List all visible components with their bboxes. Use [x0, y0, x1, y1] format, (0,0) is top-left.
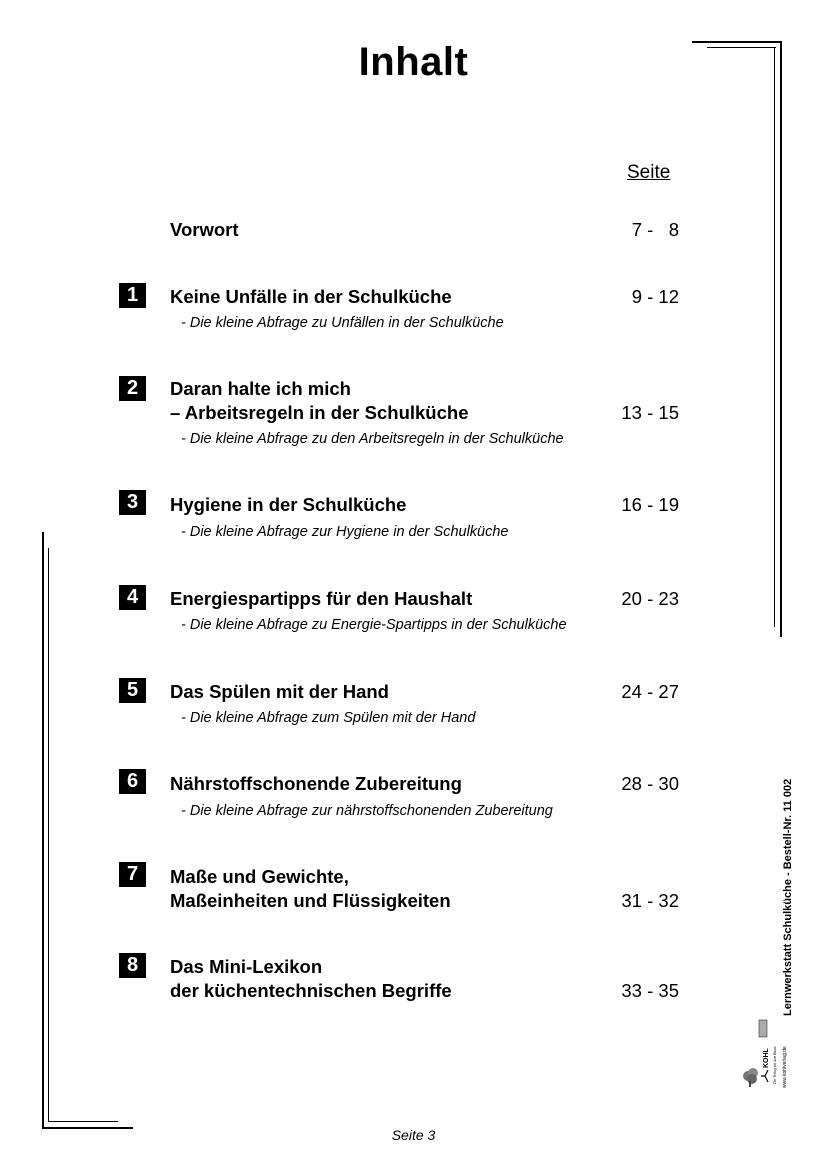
toc-entry-pages: 13 - 15: [621, 402, 679, 423]
toc-entry-subtitle: - Die kleine Abfrage zur nährstoffschonenden Zubereitung: [181, 803, 553, 819]
frame-left-outer: [42, 532, 44, 1129]
chapter-number-badge: 6: [119, 769, 146, 794]
toc-entry-subtitle: - Die kleine Abfrage zur Hygiene in der Schulküche: [181, 524, 509, 540]
frame-bottom-left-inner: [48, 1121, 118, 1122]
page-column-header: Seite: [627, 162, 671, 183]
toc-entry-pages: 33 - 35: [621, 980, 679, 1001]
toc-entry-title-line2: der küchentechnischen Begriffe: [170, 980, 452, 1001]
publisher-name: KOHL: [763, 1048, 770, 1068]
side-product-info: Lernwerkstatt Schulküche - Bestell-Nr. 11 002: [782, 778, 794, 1016]
frame-right-inner: [774, 47, 775, 627]
toc-vorwort-pages: 7 - 8: [631, 219, 679, 240]
toc-entry-title: Energiespartipps für den Haushalt: [170, 588, 473, 609]
publisher-logo: [739, 1018, 788, 1090]
toc-entry-pages: 31 - 32: [621, 890, 679, 911]
toc-entry-subtitle: - Die kleine Abfrage zum Spülen mit der Hand: [181, 710, 476, 726]
toc-entry-title: Daran halte ich mich: [170, 378, 351, 399]
toc-entry-title: Keine Unfälle in der Schulküche: [170, 286, 452, 307]
page-title: Inhalt: [358, 40, 469, 84]
toc-entry-pages: 24 - 27: [621, 681, 679, 702]
publisher-url: www.kohlverlag.de: [782, 1046, 788, 1088]
toc-entry-subtitle: - Die kleine Abfrage zu Energie-Spartipps in der Schulküche: [181, 617, 567, 633]
chapter-number-badge: 7: [119, 862, 146, 887]
toc-entry-pages: 16 - 19: [621, 494, 679, 515]
toc-entry-pages: 28 - 30: [621, 773, 679, 794]
chapter-number-badge: 8: [119, 953, 146, 978]
toc-entry-title: Das Mini-Lexikon: [170, 956, 323, 977]
chapter-number-badge: 2: [119, 376, 146, 401]
toc-entry-title: Das Spülen mit der Hand: [170, 681, 389, 702]
toc-entry-title: Maße und Gewichte,: [170, 866, 349, 887]
toc-entry-title-line2: – Arbeitsregeln in der Schulküche: [170, 402, 469, 423]
chapter-number-badge: 5: [119, 678, 146, 703]
toc-entry-subtitle: - Die kleine Abfrage zu den Arbeitsregeln in der Schulküche: [181, 431, 564, 447]
chapter-number-badge: 4: [119, 585, 146, 610]
page-number-footer: Seite 3: [391, 1127, 436, 1143]
toc-entry-title-line2: Maßeinheiten und Flüssigkeiten: [170, 890, 451, 911]
publisher-tagline: Der Verlag mit dem Baum: [773, 1046, 777, 1084]
toc-vorwort-title: Vorwort: [170, 219, 239, 240]
toc-entry-title: Nährstoffschonende Zubereitung: [170, 773, 462, 794]
chapter-number-badge: 3: [119, 490, 146, 515]
toc-entry-subtitle: - Die kleine Abfrage zu Unfällen in der Schulküche: [181, 315, 504, 331]
frame-right-outer: [780, 41, 782, 637]
chapter-number-badge: 1: [119, 283, 146, 308]
toc-entry-pages: 20 - 23: [621, 588, 679, 609]
toc-entry-pages: 9 - 12: [631, 286, 679, 307]
frame-left-inner: [48, 548, 49, 1122]
toc-entry-title: Hygiene in der Schulküche: [170, 494, 407, 515]
